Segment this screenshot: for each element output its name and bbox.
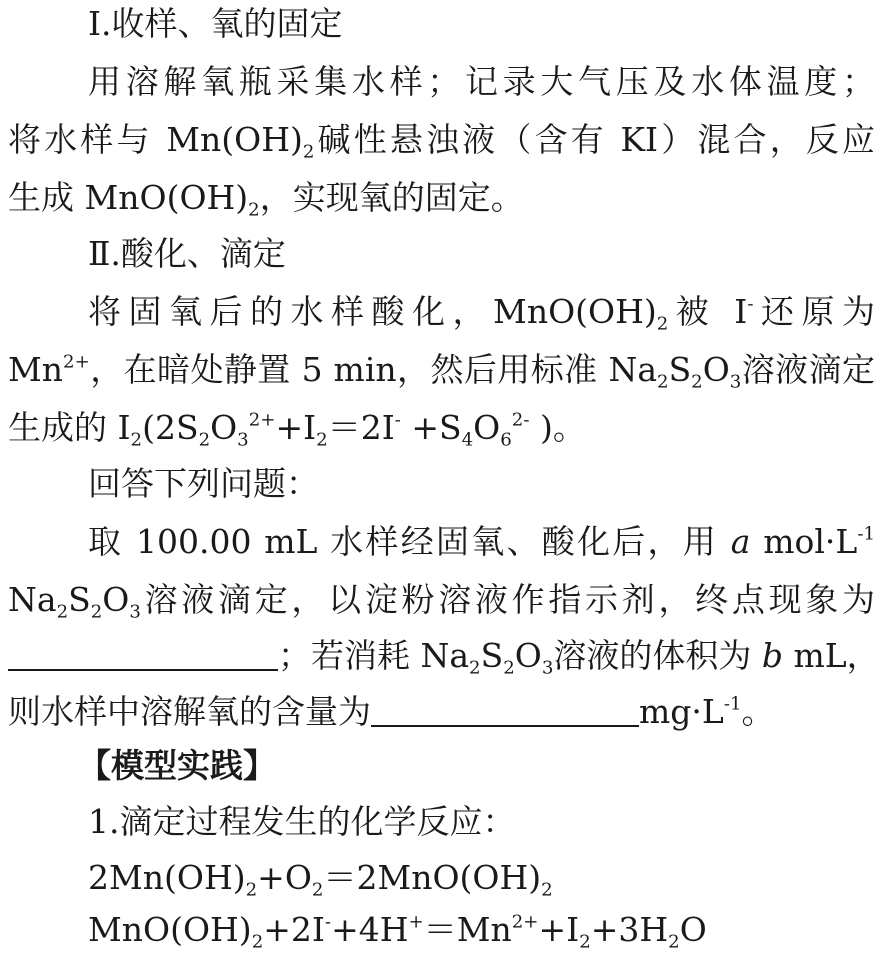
answer-blank-oxygen[interactable]: [371, 697, 639, 727]
superscript: 2+: [63, 351, 90, 373]
text: 将固氧后的水样酸化，MnO(OH): [88, 292, 657, 331]
text: 将水样与 Mn(OH): [8, 120, 303, 159]
text: (2S: [142, 408, 199, 447]
text: 1.滴定过程发生的化学反应：: [88, 802, 516, 841]
text: ，在暗处静置 5 min，然后用标准 Na: [89, 350, 658, 389]
text: +S: [400, 408, 462, 447]
question-line4: [8, 690, 875, 734]
text: 生成 MnO(OH): [8, 178, 249, 217]
text: O: [473, 408, 501, 447]
text: 2Mn(OH): [88, 858, 246, 897]
section-1-heading: [88, 2, 875, 46]
text: 溶液滴定: [741, 350, 875, 389]
equation-2: [88, 908, 875, 952]
text: ＝2MnO(OH): [323, 858, 542, 897]
heading-text: Ⅱ.酸化、滴定: [88, 234, 286, 273]
text: MnO(OH): [88, 910, 252, 949]
superscript: -1: [723, 693, 742, 715]
answer-blank-endpoint[interactable]: [8, 641, 278, 671]
subscript: 2: [541, 879, 553, 901]
subscript: 2: [245, 879, 258, 901]
text: 则水样中溶解氧的含量为: [8, 692, 371, 731]
model-practice-heading: [78, 744, 875, 788]
subscript: 2: [657, 371, 669, 393]
subscript: 2: [316, 429, 328, 451]
text: O: [210, 408, 238, 447]
text: )。: [529, 408, 586, 447]
text: O: [702, 350, 730, 389]
superscript: 2-: [511, 409, 530, 431]
text: S: [480, 636, 504, 675]
text: +O: [257, 858, 312, 897]
text: +2I: [263, 910, 325, 949]
text: +3H: [590, 910, 669, 949]
subscript: 6: [500, 429, 512, 451]
subscript: 2: [579, 931, 591, 953]
model-item-1: [88, 800, 875, 844]
subscript: 3: [129, 601, 141, 623]
superscript: +: [408, 911, 424, 933]
para1-line1: [88, 60, 875, 104]
subscript: 2: [503, 657, 515, 679]
text: mol·L: [750, 522, 858, 561]
para2-line1: [88, 290, 875, 334]
superscript: -: [394, 409, 401, 431]
text: Na: [8, 580, 57, 619]
text: ＝2I: [327, 408, 395, 447]
superscript: -: [324, 911, 332, 933]
subscript: 2: [130, 429, 143, 451]
section-2-heading: [88, 232, 875, 276]
subscript: 2: [302, 141, 315, 163]
para2-line3: [8, 406, 875, 450]
subscript: 2: [469, 657, 481, 679]
question-line2: [8, 578, 875, 622]
text: O: [514, 636, 542, 675]
subscript: 3: [729, 371, 742, 393]
subscript: 3: [541, 657, 554, 679]
text: mg·L: [639, 692, 724, 731]
question-line3: [8, 634, 880, 679]
text: 溶液滴定，以淀粉溶液作指示剂，终点现象为: [140, 580, 875, 619]
text: 回答下列问题：: [88, 464, 319, 503]
text: S: [668, 350, 692, 389]
superscript: -: [747, 293, 754, 315]
text: 。: [741, 692, 775, 731]
text: 生成的 I: [8, 408, 131, 447]
text: O: [679, 910, 707, 949]
para2-line2: [8, 348, 875, 392]
subscript: 2: [198, 429, 211, 451]
superscript: 2+: [511, 911, 539, 933]
question-line1: [88, 520, 875, 564]
heading-text: Ⅰ.收样、氧的固定: [88, 4, 343, 43]
subscript: 2: [311, 879, 324, 901]
variable-a: a: [730, 522, 751, 561]
equation-1: [88, 856, 875, 900]
para1-line3: [8, 176, 875, 220]
subscript: 3: [237, 429, 249, 451]
text: Mn: [8, 350, 64, 389]
subscript: 2: [668, 931, 680, 953]
question-intro: [88, 462, 875, 506]
para1-line2: [8, 118, 875, 162]
text: S: [68, 580, 91, 619]
subscript: 2: [656, 313, 669, 335]
subscript: 4: [461, 429, 474, 451]
subscript: 2: [691, 371, 703, 393]
text: mL，: [782, 636, 880, 675]
text: ，实现氧的固定。: [259, 178, 524, 217]
text: ＝Mn: [423, 910, 512, 949]
subscript: 2: [90, 601, 103, 623]
text: +I: [275, 408, 317, 447]
heading-text: 【模型实践】: [78, 746, 276, 785]
text: +4H: [331, 910, 409, 949]
text: +I: [538, 910, 580, 949]
text: ；若消耗 Na: [278, 636, 470, 675]
text: 取 100.00 mL 水样经固氧、酸化后，用: [88, 522, 731, 561]
variable-b: b: [761, 636, 783, 675]
text: 用溶解氧瓶采集水样；记录大气压及水体温度；: [88, 62, 875, 101]
text: 溶液的体积为: [553, 636, 762, 675]
subscript: 2: [251, 931, 264, 953]
superscript: -1: [857, 523, 875, 545]
text: 还原为: [753, 292, 876, 331]
text: O: [102, 580, 130, 619]
subscript: 2: [248, 199, 260, 221]
subscript: 2: [56, 601, 69, 623]
text: 被 I: [668, 292, 748, 331]
superscript: 2+: [248, 409, 276, 431]
text: 碱性悬浊液（含有 KI）混合，反应: [314, 120, 875, 159]
